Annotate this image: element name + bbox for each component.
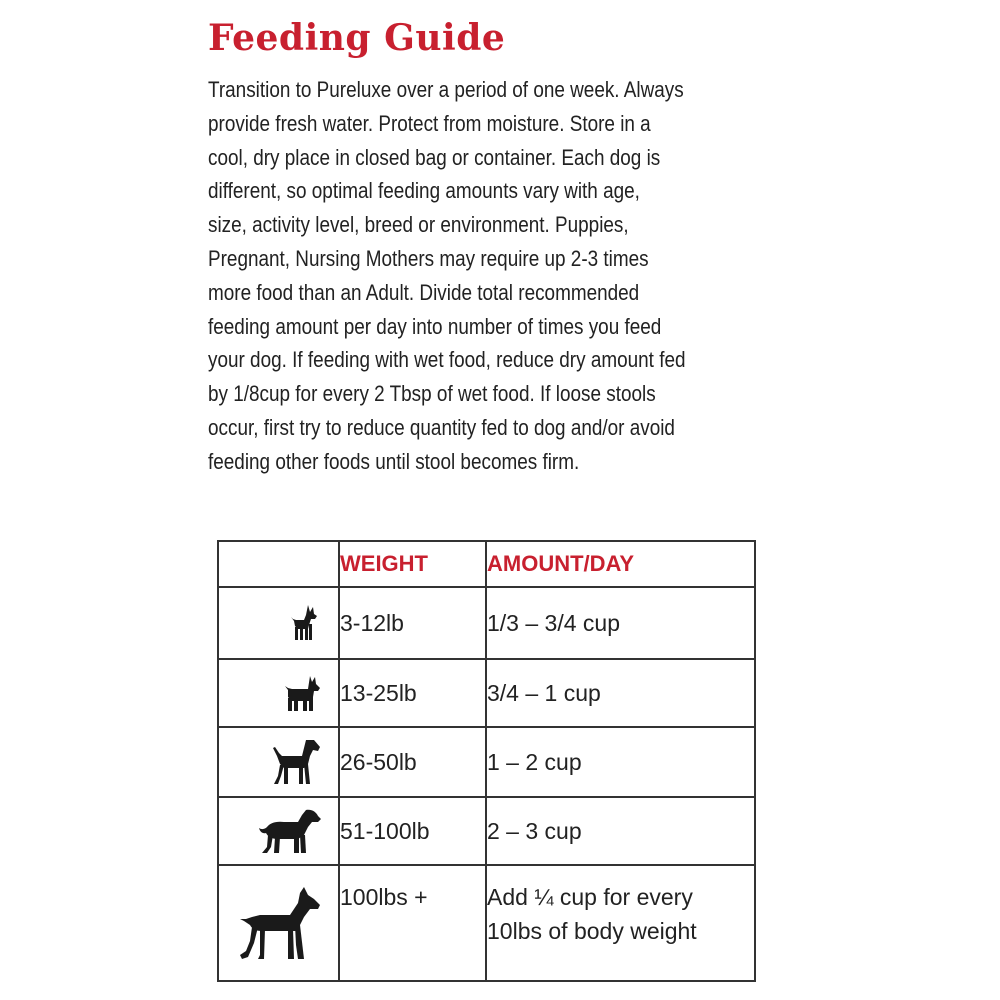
instruction-line: different, so optimal feeding amounts vary with age, [208, 178, 640, 204]
feeding-table [217, 540, 756, 982]
table-header-row [218, 541, 755, 587]
table-row [218, 727, 755, 797]
amount-cell: 3/4 – 1 cup [486, 659, 755, 727]
amount-column-header: AMOUNT/DAY [486, 541, 755, 587]
page-title: Feeding Guide [208, 17, 506, 59]
weight-cell: 51-100lb [339, 797, 486, 865]
instruction-line: by 1/8cup for every 2 Tbsp of wet food. If loose stools [208, 381, 656, 407]
instruction-line: cool, dry place in closed bag or container. Each dog is [208, 144, 661, 170]
instruction-line: Transition to Pureluxe over a period of one week. Always [208, 77, 684, 102]
instruction-line: Pregnant, Nursing Mothers may require up 2-3 times [208, 245, 649, 271]
amount-cell: 2 – 3 cup [486, 797, 755, 865]
instruction-line: feeding amount per day into number of times you feed [208, 313, 662, 339]
feeding-instructions [208, 73, 715, 479]
amount-cell [486, 865, 755, 981]
table-row [218, 659, 755, 727]
instruction-line: your dog. If feeding with wet food, reduce dry amount fed [208, 347, 686, 373]
amount-line: 10lbs of body weight [487, 918, 697, 944]
weight-cell: 26-50lb [339, 727, 486, 797]
instruction-line: size, activity level, breed or environment. Puppies, [208, 212, 629, 238]
medium-dog-icon [268, 738, 322, 786]
table-row [218, 797, 755, 865]
weight-cell: 100lbs + [339, 865, 486, 981]
large-dog-icon [258, 807, 322, 855]
small-dog-icon [282, 673, 322, 713]
amount-cell: 1 – 2 cup [486, 727, 755, 797]
instruction-line: feeding other foods until stool becomes firm. [208, 448, 580, 474]
giant-dog-icon [238, 885, 322, 961]
table-row [218, 865, 755, 981]
weight-column-header: WEIGHT [339, 541, 486, 587]
amount-line: Add ¼ cup for every [487, 884, 693, 910]
weight-cell: 13-25lb [339, 659, 486, 727]
weight-cell: 3-12lb [339, 587, 486, 659]
amount-cell: 1/3 – 3/4 cup [486, 587, 755, 659]
icon-column-header [218, 541, 339, 587]
tiny-dog-icon [286, 603, 322, 643]
table-row [218, 587, 755, 659]
instruction-line: more food than an Adult. Divide total recommended [208, 279, 640, 305]
instruction-line: provide fresh water. Protect from moisture. Store in a [208, 110, 651, 136]
instruction-line: occur, first try to reduce quantity fed to dog and/or avoid [208, 414, 675, 440]
